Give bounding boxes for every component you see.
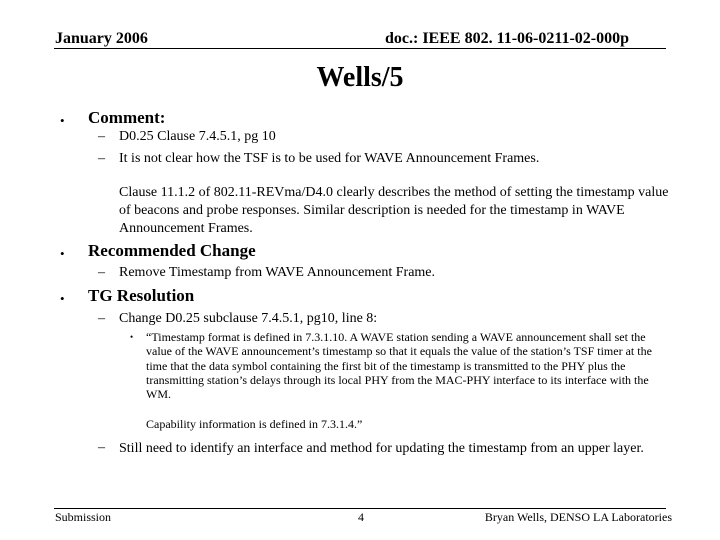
header-date: January 2006 (55, 30, 148, 47)
bullet-resolution: • (60, 291, 65, 306)
resolution-item-2: Still need to identify an interface and method for updating the timestamp from an upper layer. (119, 441, 644, 456)
header-doc-id: doc.: IEEE 802. 11-06-0211-02-000p (385, 30, 630, 47)
recommended-item-1: Remove Timestamp from WAVE Announcement Frame. (119, 265, 436, 280)
dash: – (98, 440, 105, 455)
footer-rule (54, 508, 666, 509)
footer-submission: Submission (55, 510, 112, 524)
comment-paragraph: Clause 11.1.2 of 802.11-REVma/D4.0 clearly describes the method of setting the timestamp value of beacons and probe responses. Similar description is needed for the timestamp in WAVE Announcement Frames. (119, 185, 669, 236)
resolution-quote: “Timestamp format is defined in 7.3.1.10. A WAVE station sending a WAVE announcement shall set the value of the WAVE announcement’s timestamp so that it equals the value of the station’s TSF timer at the time that the data symbol containing the first bit of the timestamp is transmitted to the PHY plus the transmitting station’s delays through its local PHY from the MAC-PHY interface to its interface with the WM. (146, 330, 652, 402)
recommended-heading: Recommended Change (88, 241, 256, 260)
dash: – (98, 265, 105, 280)
dash: – (98, 311, 105, 326)
comment-heading: Comment: (88, 108, 166, 127)
resolution-quote-end: Capability information is defined in 7.3.1.4.” (146, 417, 363, 431)
small-bullet: • (130, 332, 134, 342)
resolution-item-1: Change D0.25 subclause 7.4.5.1, pg10, line 8: (119, 311, 378, 326)
bullet-comment: • (60, 113, 65, 128)
slide-title: Wells/5 (316, 62, 404, 93)
dash: – (98, 129, 105, 144)
resolution-heading: TG Resolution (88, 286, 195, 305)
comment-item-2: It is not clear how the TSF is to be used for WAVE Announcement Frames. (119, 151, 540, 166)
bullet-recommended: • (60, 246, 65, 261)
footer-author: Bryan Wells, DENSO LA Laboratories (484, 510, 672, 524)
footer-page-number: 4 (358, 510, 364, 524)
comment-item-1: D0.25 Clause 7.4.5.1, pg 10 (119, 129, 276, 144)
header-rule (54, 48, 666, 49)
dash: – (98, 151, 105, 166)
